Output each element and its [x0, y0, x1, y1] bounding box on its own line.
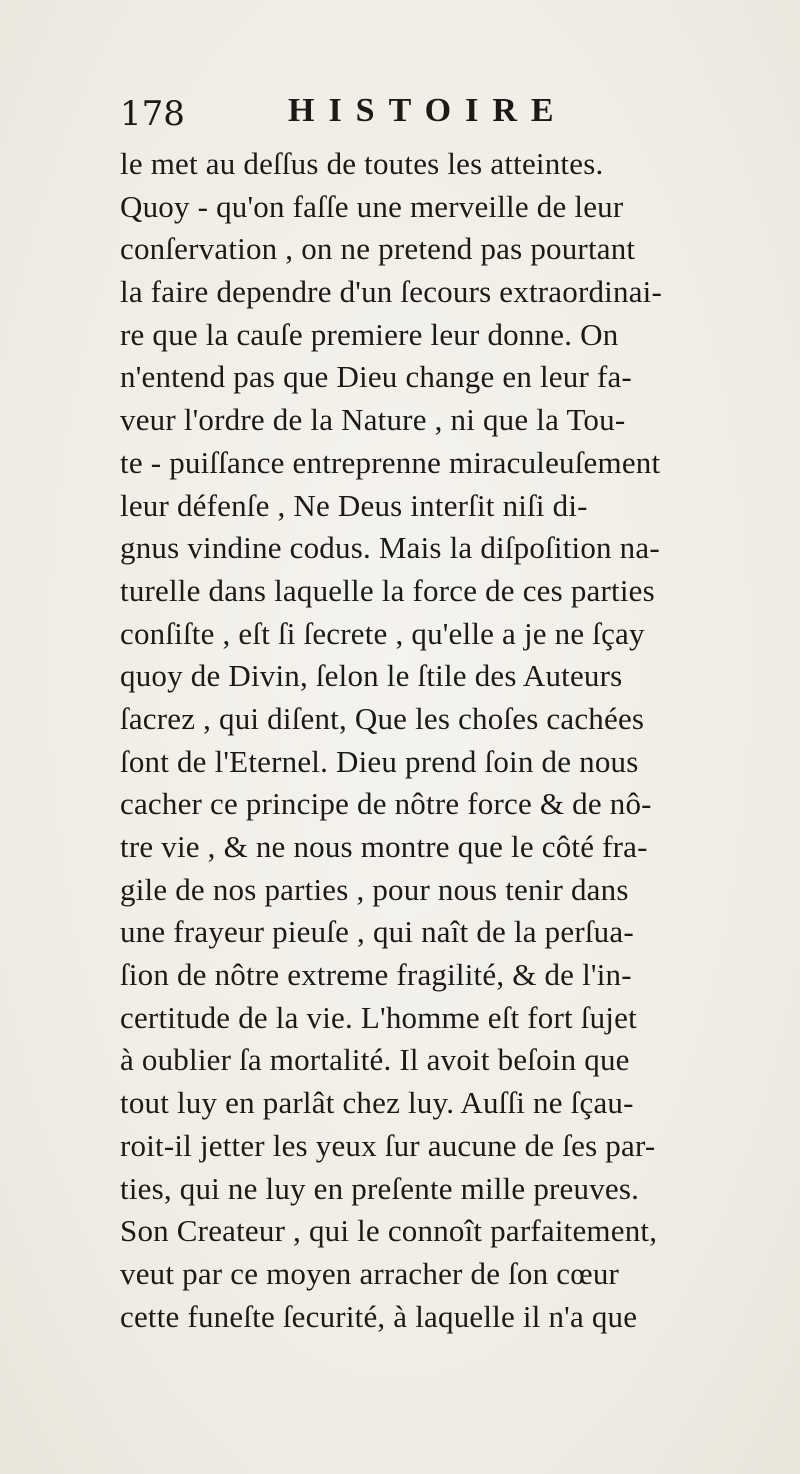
text-line: le met au deſſus de toutes les atteintes.	[120, 146, 604, 181]
text-line: veut par ce moyen arracher de ſon cœur	[120, 1255, 620, 1291]
text-line: quoy de Divin, ſelon le ſtile des Auteurs	[120, 658, 623, 694]
text-line: ſacrez , qui diſent, Que les choſes cachées	[120, 700, 645, 736]
text-line: Quoy - qu'on faſſe une merveille de leur	[120, 188, 624, 224]
text-line: ſont de l'Eternel. Dieu prend ſoin de nous	[120, 743, 639, 779]
text-line: conſiſte , eſt ſi ſecrete , qu'elle a je ne ſçay	[120, 615, 645, 651]
text-line: ſion de nôtre extreme fragilité, & de l'in-	[120, 957, 632, 993]
text-line: à oublier ſa mortalité. Il avoit beſoin que	[120, 1042, 630, 1078]
text-line: certitude de la vie. L'homme eſt fort ſujet	[120, 999, 637, 1035]
text-line: conſervation , on ne pretend pas pourtant	[120, 231, 636, 267]
body-text	[120, 143, 800, 1338]
text-line: une frayeur pieuſe , qui naît de la perſua-	[120, 914, 634, 950]
text-line: Son Createur , qui le connoît parfaitement,	[120, 1213, 658, 1249]
page-number: 178	[120, 94, 185, 134]
running-title: HISTOIRE	[288, 92, 568, 129]
text-line: te - puiſſance entreprenne miraculeuſement	[120, 444, 661, 480]
text-line: ties, qui ne luy en preſente mille preuves.	[120, 1170, 640, 1206]
text-line: gile de nos parties , pour nous tenir dans	[120, 871, 629, 907]
text-line: cacher ce principe de nôtre force & de nô-	[120, 786, 652, 822]
text-line: re que la cauſe premiere leur donne. On	[120, 316, 619, 352]
text-line: tre vie , & ne nous montre que le côté fra-	[120, 829, 648, 864]
text-line: turelle dans laquelle la force de ces parties	[120, 572, 655, 608]
text-line: n'entend pas que Dieu change en leur fa-	[120, 359, 632, 395]
text-line: gnus vindine codus. Mais la diſpoſition na-	[120, 530, 660, 566]
text-line: la faire dependre d'un ſecours extraordinai-	[120, 274, 662, 310]
text-line: leur défenſe , Ne Deus interſit niſi di-	[120, 487, 588, 523]
page-header	[120, 92, 680, 142]
text-line: cette funeſte ſecurité, à laquelle il n'a que	[120, 1298, 638, 1334]
text-line: roit-il jetter les yeux ſur aucune de ſes par-	[120, 1127, 656, 1163]
text-line: tout luy en parlât chez luy. Auſſi ne ſçau-	[120, 1085, 634, 1121]
text-line: veur l'ordre de la Nature , ni que la Tou-	[120, 402, 626, 438]
